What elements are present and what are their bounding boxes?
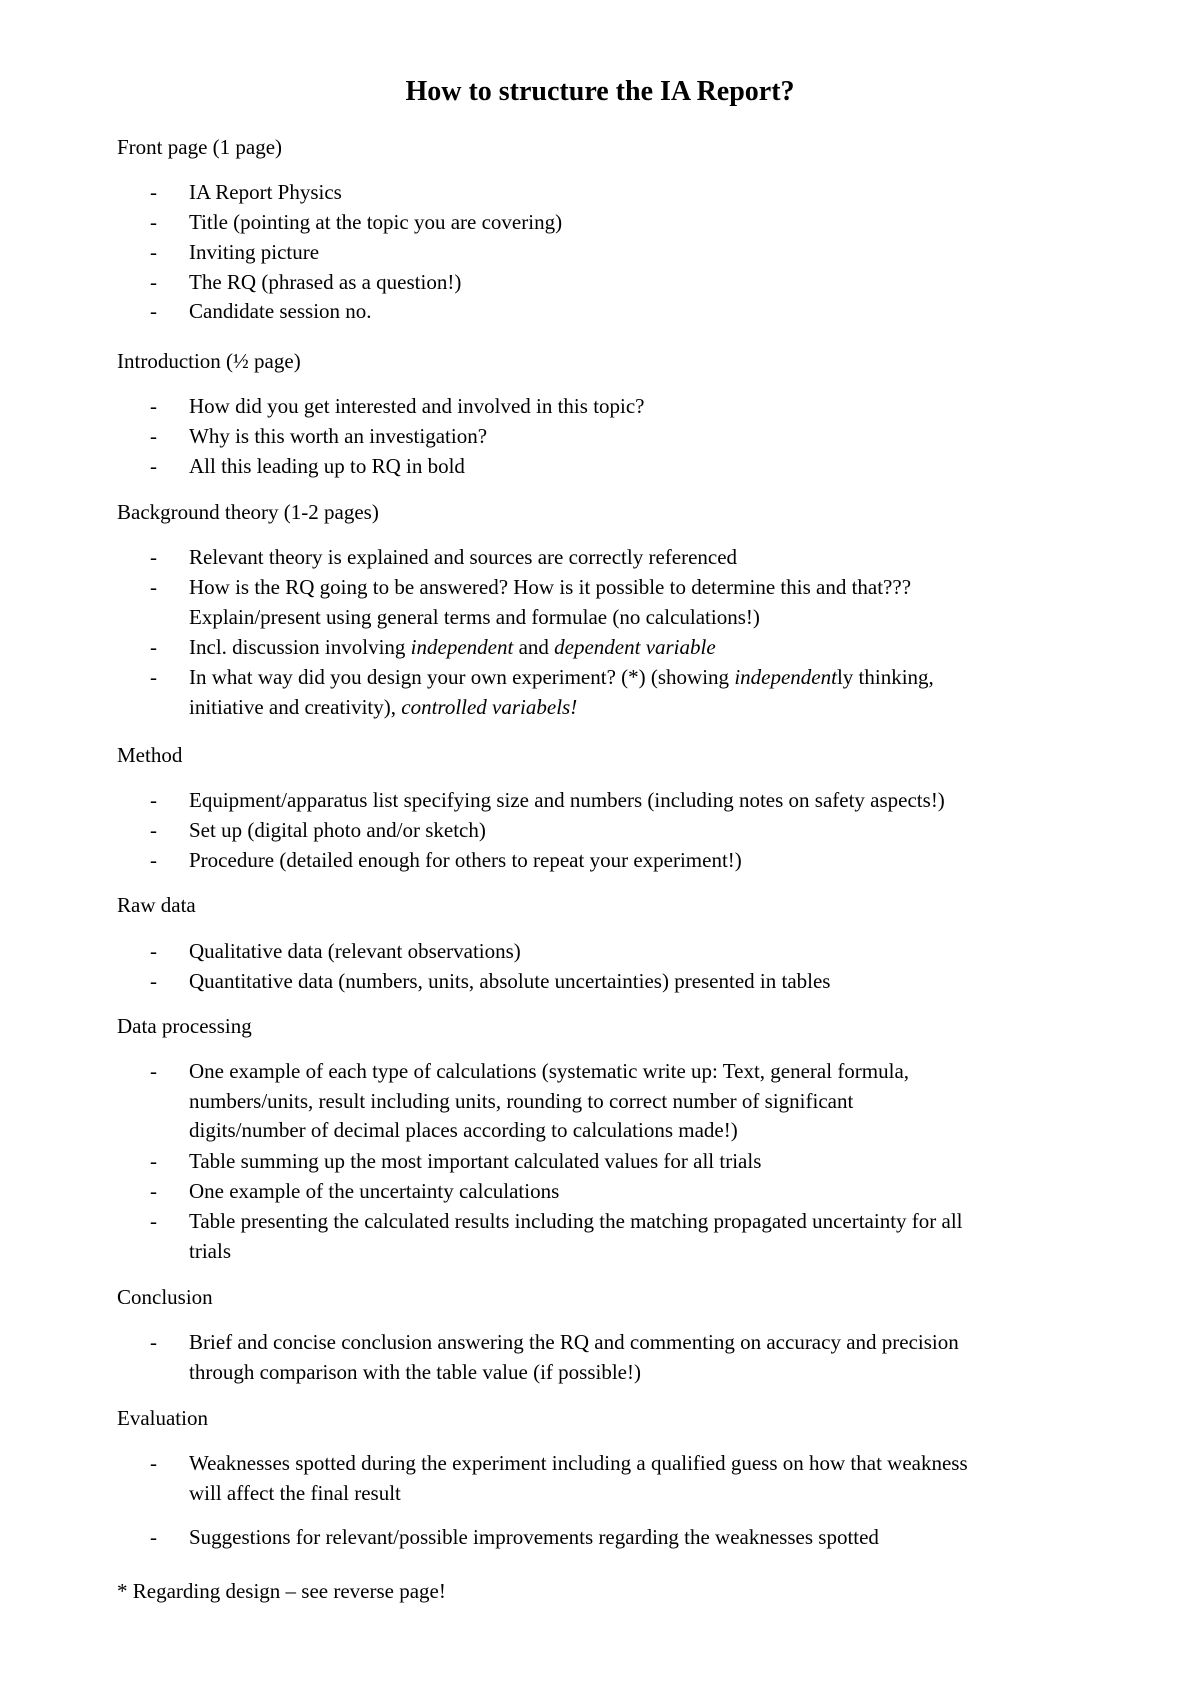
list-item-text: Brief and concise conclusion answering the RQ and commenting on accuracy and precision xyxy=(189,1330,959,1354)
list-item-text: How did you get interested and involved in this topic? xyxy=(189,394,645,418)
list-item-text: IA Report Physics xyxy=(189,180,342,204)
list-item-text: All this leading up to RQ in bold xyxy=(189,454,465,478)
dash-bullet: - xyxy=(150,454,157,478)
list-item-text: Why is this worth an investigation? xyxy=(189,424,488,448)
dash-bullet: - xyxy=(150,1330,157,1354)
dash-bullet: - xyxy=(150,299,157,323)
list-item-text: initiative and creativity), controlled variabels! xyxy=(189,694,578,719)
dash-bullet: - xyxy=(150,424,157,448)
emphasis-text: independent xyxy=(410,635,514,659)
section-heading: Background theory (1-2 pages) xyxy=(117,500,379,524)
section-heading: Front page (1 page) xyxy=(117,135,283,159)
dash-bullet: - xyxy=(150,180,157,204)
dash-bullet: - xyxy=(150,635,157,659)
section-heading: Conclusion xyxy=(117,1285,213,1309)
section-heading: Raw data xyxy=(117,893,196,917)
emphasis-text: controlled variabels! xyxy=(401,694,578,719)
section-heading: Introduction (½ page) xyxy=(117,349,301,373)
list-item-text: digits/number of decimal places according to calculations made!) xyxy=(189,1118,738,1142)
list-item-text: will affect the final result xyxy=(189,1480,401,1505)
dash-bullet: - xyxy=(150,848,157,872)
list-item-text: numbers/units, result including units, rounding to correct number of significant xyxy=(189,1088,854,1113)
dash-bullet: - xyxy=(150,545,157,569)
list-item-text: Explain/present using general terms and formulae (no calculations!) xyxy=(189,604,760,629)
list-item-text: Quantitative data (numbers, units, absolute uncertainties) presented in tables xyxy=(189,969,831,993)
dash-bullet: - xyxy=(150,818,157,842)
dash-bullet: - xyxy=(150,1149,157,1173)
list-item-text: How is the RQ going to be answered? How is it possible to determine this and that??? xyxy=(189,575,912,599)
list-item-text: Inviting picture xyxy=(189,240,320,264)
dash-bullet: - xyxy=(150,1179,157,1203)
list-item-text: Relevant theory is explained and sources are correctly referenced xyxy=(189,545,738,569)
list-item-text: Equipment/apparatus list specifying size and numbers (including notes on safety aspects!) xyxy=(189,788,945,812)
section-heading: Method xyxy=(117,743,183,767)
emphasis-text: independent xyxy=(734,665,837,689)
list-item-text: Incl. discussion involving independent and dependent variable xyxy=(189,635,716,659)
list-item-text: The RQ (phrased as a question!) xyxy=(189,270,462,294)
section-heading: Evaluation xyxy=(117,1406,208,1430)
dash-bullet: - xyxy=(150,240,157,264)
list-item-text: Set up (digital photo and/or sketch) xyxy=(189,818,486,842)
dash-bullet: - xyxy=(150,575,157,599)
list-item-text: One example of the uncertainty calculations xyxy=(189,1179,560,1203)
dash-bullet: - xyxy=(150,270,157,294)
list-item-text: One example of each type of calculations (systematic write up: Text, general formula, xyxy=(189,1059,910,1083)
list-item-text: Title (pointing at the topic you are covering) xyxy=(189,210,563,234)
list-item-text: Suggestions for relevant/possible improvements regarding the weaknesses spotted xyxy=(189,1525,879,1549)
section-heading: Data processing xyxy=(117,1014,252,1038)
emphasis-text: dependent variable xyxy=(554,635,716,659)
list-item-text: Table presenting the calculated results including the matching propagated uncertainty for all xyxy=(189,1209,963,1233)
dash-bullet: - xyxy=(150,788,157,812)
dash-bullet: - xyxy=(150,1059,157,1083)
dash-bullet: - xyxy=(150,210,157,234)
list-item-text: Qualitative data (relevant observations) xyxy=(189,939,521,963)
list-item-text: through comparison with the table value (if possible!) xyxy=(189,1359,641,1384)
list-item-text: trials xyxy=(189,1238,231,1263)
dash-bullet: - xyxy=(150,1525,157,1549)
list-item-text: In what way did you design your own experiment? (*) (showing independently thinking, xyxy=(189,665,934,689)
page-title: How to structure the IA Report? xyxy=(405,76,795,107)
list-item-text: Table summing up the most important calculated values for all trials xyxy=(189,1149,762,1173)
dash-bullet: - xyxy=(150,969,157,993)
dash-bullet: - xyxy=(150,394,157,418)
dash-bullet: - xyxy=(150,1209,157,1233)
dash-bullet: - xyxy=(150,665,157,689)
dash-bullet: - xyxy=(150,1451,157,1475)
list-item-text: Candidate session no. xyxy=(189,299,372,323)
list-item-text: Weaknesses spotted during the experiment including a qualified guess on how that weakness xyxy=(189,1451,968,1475)
dash-bullet: - xyxy=(150,939,157,963)
list-item-text: Procedure (detailed enough for others to repeat your experiment!) xyxy=(189,848,742,872)
footnote: * Regarding design – see reverse page! xyxy=(117,1579,446,1603)
